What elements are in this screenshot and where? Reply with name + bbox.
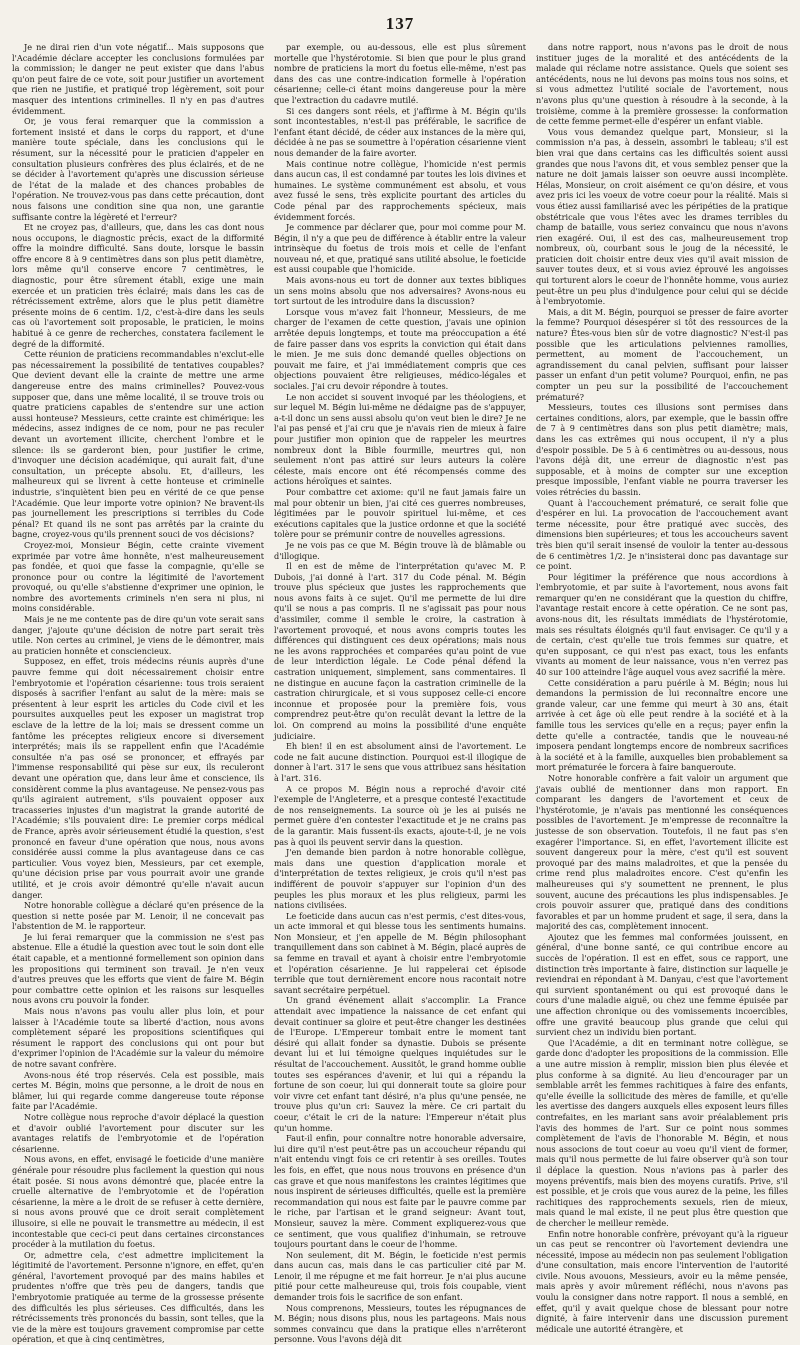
paragraph: par exemple, ou au-dessous, elle est plus sûrement mortelle que l'hystérotomie. Si bien que pour le plus grand nombre de praticiens la mort du foetus elle-même, n'est pas dans des cas une contre-indication formelle à l'opération césarienne; celle-ci étant moins dangereuse pour la mère que l'extraction du cadavre mutilé.	[274, 42, 526, 105]
text-columns	[12, 42, 788, 1345]
paragraph: Le foeticide dans aucun cas n'est permis, c'est dites-vous, un acte immoral et qui blesse tous les sentiments humains. Non Monsieur, et j'en appelle de M. Bégin philosophant tranquillement dans son cabinet à M. Bégin, placé auprès de sa femme en travail et ayant à choisir entre l'embryotomie et l'opération césarienne. Je lui rappelerai cet épisode terrible que tout dernièrement encore nous racontait notre savant secrétaire perpétuel.	[274, 910, 526, 995]
paragraph: Nous avons, en effet, envisagé le foeticide d'une manière générale pour résoudre plus facilement la question qui nous était posée. Si nous avons démontré que, placée entre la cruelle alternative de l'embryotomie et de l'opération césarienne, la mère a le droit de se refuser à cette dernière, si nous avons prouvé que ce droit serait complètement illusoire, si elle ne pouvait le transmettre au médecin, il est incontestable que ceci-ci peut dans certaines circonstances procéder à la mutilation du foetus.	[12, 1154, 264, 1250]
column-2	[274, 42, 526, 1345]
paragraph: Cette réunion de praticiens recommandables n'exclut-elle pas nécessairement la possibilité de tentatives coupables? Que devient devant elle la crainte de mettre une arme dangereuse entre des mains criminelles? Pouvez-vous supposer que, dans une même localité, il se trouve trois ou quatre praticiens capables de s'entendre sur une action aussi honteuse? Messieurs, cette crainte est chimérique: les médecins, assez indignes de ce nom, pour ne pas reculer devant un avortement illicite, cherchent l'ombre et le silence: ils se garderont bien, pour justifier le crime, d'invoquer une décision académique, qui aurait fait, d'une consultation, un précepte absolu. Et, d'ailleurs, les malheureux qui se livrent à cette honteuse et criminelle industrie, s'inquiètent bien peu en vérité de ce que pense l'Académie. Que leur importe votre opinion? Ne bravent-ils pas journellement les prescriptions si terribles du Code pénal? Et quand ils ne sont pas arrêtés par la crainte du bagne, croyez-vous qu'ils prennent souci de vos décisions?	[12, 349, 264, 540]
paragraph: Je ne vois pas ce que M. Bégin trouve là de blâmable ou d'illogique.	[274, 539, 526, 561]
paragraph: Il en est de même de l'interprétation qu'avec M. P. Dubois, j'ai donné à l'art. 317 du Code pénal. M. Bégin trouve plus spécieux que justes les rapprochements que nous avons faits à ce sujet. Qu'il me permette de lui dire qu'il se nous a pas compris. Il ne s'agissait pas pour nous d'assimiler, comme il semble le croire, la castration à l'avortement provoqué, et nous avons compris toutes les différences qui distinguent ces deux opérations; mais nous ne les avons rapprochées et comparées qu'au point de vue de leur interdiction légale. Le Code pénal défend la castration uniquement, simplement, sans commentaires. Il ne distingue en aucune façon la castration criminelle de la castration chirurgicale, et si vous supposez celle-ci encore inconnue et proposée pour la première fois, vous comprendrez peut-être qu'on reculât devant la lettre de la loi. On comprend au moins la possibilité d'une enquête judiciaire.	[274, 561, 526, 741]
paragraph: Croyez-moi, Monsieur Bégin, cette crainte vivement exprimée par votre âme honnête, n'est malheureusement pas fondée, et quoi que fasse la compagnie, qu'elle se prononce pour ou contre la légitimité de l'avortement provoqué, ou qu'elle s'abstienne d'exprimer une opinion, le nombre des avortements criminels n'en sera ni plus, ni moins considérable.	[12, 539, 264, 614]
paragraph: Mais je ne me contente pas de dire qu'un vote serait sans danger, j'ajoute qu'une décision de notre part serait très utile. Non certes au criminel, je viens de le démontrer, mais au praticien honnête et consciencieux.	[12, 614, 264, 656]
paragraph: Je ne dirai rien d'un vote négatif... Mais supposons que l'Académie déclare accepter les conclusions formulées par la commission; le danger ne peut exister que dans l'abus qu'on peut faire de ce vote, soit pour justifier un avortement que rien ne justifie, et pratiqué trop légèrement, soit pour masquer des intentions criminelles. Il n'y en pas d'autres évidemment.	[12, 42, 264, 116]
paragraph: Pour combattre cet axiome: qu'il ne faut jamais faire un mal pour obtenir un bien, j'ai cité ces guerres nombreuses, légitimées par le pouvoir spirituel lui-même, et ces exécutions capitales que la justice ordonne et que la société tolère pour se prémunir contre de nouvelles agressions.	[274, 486, 526, 540]
paragraph: Que l'Académie, a dit en terminant notre collègue, se garde donc d'adopter les propositions de la commission. Elle a une autre mission à remplir, mission bien plus élevée et plus conforme à sa dignité. Au lieu d'encourager par un semblable arrêt les femmes rachitiques à faire des enfants, qu'elle éveille la sollicitude des mères de famille, et qu'elle les avertisse des dangers auxquels elles exposent leurs filles contrefaites, en les mariant sans avoir préalablement pris l'avis des hommes de l'art. Sur ce point nous sommes complètement de l'avis de l'honorable M. Bégin, et nous nous associons de tout coeur au voeu qu'il vient de former, mais qu'il nous permette de lui faire observer qu'à son tour il déplace la question. Nous n'avions pas à parler des moyens préventifs, mais bien des moyens curatifs. Prive, s'il est possible, et je crois que vous aurez de la peine, les filles rachitiques des rapprochements sexuels, rien de mieux, mais quand le mal existe, il ne peut plus être question que de chercher le meilleur remède.	[536, 1037, 788, 1228]
paragraph: Le non accidet si souvent invoqué par les théologiens, et sur lequel M. Bégin lui-même ne dédaigne pas de s'appuyer, a-t-il donc un sens aussi absolu qu'on veut bien le dire? Je ne l'ai pas pensé et j'ai cru que je n'avais rien de mieux à faire pour justifier mon opinion que de rappeler les meurtres nombreux dont la Bible fourmille, meurtres qui, non seulement n'ont pas attiré sur leurs auteurs la colère céleste, mais encore ont été récompensés comme des actions héroïques et saintes.	[274, 391, 526, 487]
paragraph: Supposez, en effet, trois médecins réunis auprès d'une pauvre femme qui doit nécessairement choisir entre l'embryotomie et l'opération césarienne: tous trois seraient disposés à sacrifier l'enfant au salut de la mère: mais se présentent à leur esprit les articles du Code civil et les poursuites auxquelles peut les exposer un magistrat trop esclave de la lettre de la loi; mais se dressent comme un fantôme les préceptes religieux encore si diversement interprétés; mais ils se rappellent enfin que l'Académie consultée n'a pas osé se prononcer, et effrayés par l'immense responsabilité qui pèse sur eux, ils reculeront devant une opération que, dans leur âme et conscience, ils considèrent comme la plus avantageuse. Ne pensez-vous pas qu'ils agiraient autrement, s'ils pouvaient opposer aux tracasseries injustes d'un magistrat la grande autorité de l'Académie; s'ils pouvaient dire: Le premier corps médical de France, après avoir sérieusement étudié la question, s'est prononcé en faveur d'une opération que nous, nous avons considérée aussi comme la plus avantageuse dans ce cas particulier. Vous voyez bien, Messieurs, par cet exemple, qu'une décision prise par vous pourrait avoir une grande utilité, et je crois avoir démontré qu'elle n'avait aucun danger.	[12, 656, 264, 900]
page-number: 137	[385, 14, 415, 33]
paragraph: Notre collègue nous reproche d'avoir déplacé la question et d'avoir oublié l'avortement pour discuter sur les avantages relatifs de l'embryotomie et de l'opération césarienne.	[12, 1111, 264, 1154]
paragraph: Or, je vous ferai remarquer que la commission a fortement insisté et dans le corps du rapport, et d'une manière toute spéciale, dans les conclusions qui le résument, sur la nécessité pour le praticien d'appeler en consultation plusieurs confrères des plus éclairés, et de ne se décider à l'avortement qu'après une discussion sérieuse de l'état de la malade et des chances probables de l'opération. Ne trouvez-vous pas dans cette précaution, dont nous faisons une condition sine qua non, une garantie suffisante contre la légèreté et l'erreur?	[12, 116, 264, 222]
paragraph: Lorsque vous m'avez fait l'honneur, Messieurs, de me charger de l'examen de cette question, j'avais une opinion arrêtée depuis longtemps, et toute ma préoccupation a été de faire passer dans vos esprits la conviction qui était dans le mien. Je me suis donc demandé quelles objections on pouvait me faire, et j'ai immédiatement compris que ces objections pouvaient être religieuses, médico-légales et sociales. J'ai cru devoir répondre à toutes.	[274, 306, 526, 391]
paragraph: Mais avons-nous eu tort de donner aux textes bibliques un sens moins absolu que nos adversaires? Avons-nous eu tort surtout de les introduire dans la discussion?	[274, 275, 526, 307]
column-3	[536, 42, 788, 1345]
paragraph: Non seulement, dit M. Bégin, le foeticide n'est permis dans aucun cas, mais dans le cas particulier cité par M. Lenoir, il me répugne et me fait horreur. Je n'ai plus aucune pitié pour cette malheureuse qui, trois fois coupable, vient demander trois fois le sacrifice de son enfant.	[274, 1249, 526, 1303]
paragraph: Faut-il enfin, pour connaître notre honorable adversaire, lui dire qu'il n'est peut-être pas un accoucheur répandu qui n'ait entendu vingt fois ce cri retentir à ses oreilles. Toutes les fois, en effet, que nous nous trouvons en présence d'un cas grave et que nous manifestons les craintes légitimes que nous inspirent de sérieuses difficultés, quelle est la première recommandation qui nous est faite par le pauvre comme par le riche, par l'artisan et le grand seigneur: Avant tout, Monsieur, sauvez la mère. Comment expliquerez-vous que ce sentiment, que vous qualifiez d'inhumain, se retrouve toujours pourtant dans le coeur de l'homme.	[274, 1133, 526, 1250]
paragraph: Et ne croyez pas, d'ailleurs, que, dans les cas dont nous nous occupons, le diagnostic précis, exact de la difformité offre la moindre difficulté. Sans doute, lorsque le bassin offre encore 8 à 9 centimètres dans son plus petit diamètre, lors même qu'il conserve encore 7 centimètres, le diagnostic, pour être sûrement établi, exige une main exercée et un praticien très éclairé; mais dans les cas de rétrécissement extrême, alors que le plus petit diamètre présente moins de 6 centim. 1/2, c'est-à-dire dans les seuls cas où l'avortement soit proposable, le praticien, le moins habitué à ce genre de recherches, constatera facilement le degré de la difformité.	[12, 222, 264, 349]
paragraph: Je lui ferai remarquer que la commission ne s'est pas abstenue. Elle a étudié la question avec tout le soin dont elle était capable, et a mentionné formellement son opinion dans les propositions qui terminent son travail. Je n'en veux d'autres preuves que les efforts que vient de faire M. Bégin pour combattre cette opinion et les raisons sur lesquelles nous avons cru pouvoir la fonder.	[12, 931, 264, 1006]
paragraph: Notre honorable collègue a déclaré qu'en présence de la question si nette posée par M. Lenoir, il ne concevait pas l'abstention de M. le rapporteur.	[12, 900, 264, 932]
paragraph: Un grand événement allait s'accomplir. La France attendait avec impatience la naissance de cet enfant qui devait continuer sa gloire et peut-être changer les destinées de l'Europe. L'Empereur tombait entre le moment tant désiré qui allait fonder sa dynastie. Dubois se présente devant lui et lui témoigne quelques inquiétudes sur le résultat de l'accouchement. Aussitôt, le grand homme oublie toutes ses espérances d'avenir, et lui qui a répandu la fortune de son coeur, lui qui donnerait toute sa gloire pour voir vivre cet enfant tant désiré, n'a plus qu'une pensée, ne trouve plus qu'un cri: Sauvez la mère. Ce cri partait du coeur, c'était le cri de la nature: l'Empereur n'était plus qu'un homme.	[274, 995, 526, 1133]
paragraph: Cette considération a paru puérile à M. Bégin; nous lui demandons la permission de lui reconnaître encore une grande valeur, car une femme qui meurt à 30 ans, était arrivée à cet âge où elle peut rendre à la société et à la famille tous les services qu'elle en a reçus; payer enfin la dette qu'elle a contractée, tandis que le nouveau-né imposera pendant longtemps encore de nombreux sacrifices à la société et à la famille, auxquelles bien probablement sa mort prématurée le forcera à faire banqueroute.	[536, 677, 788, 773]
paragraph: Mais continue notre collègue, l'homicide n'est permis dans aucun cas, il est condamné par toutes les lois divines et humaines. Le système communément est absolu, et vous avez fussé le sens, très explicite pourtant des articles du Code pénal par des rapprochements spécieux, mais évidemment forcés.	[274, 158, 526, 222]
paragraph: Si ces dangers sont réels, et j'affirme à M. Bégin qu'ils sont incontestables, n'est-il pas préférable, le sacrifice de l'enfant étant décidé, de céder aux instances de la mère qui, décidée à ne pas se soumettre à l'opération césarienne vient nous demander de la faire avorter.	[274, 105, 526, 158]
paragraph: Messieurs, toutes ces illusions sont permises dans certaines conditions, alors, par exemple, que le bassin offre de 7 à 9 centimètres dans son plus petit diamètre; mais, dans les cas extrêmes qui nous occupent, il n'y a plus d'espoir possible. De 5 à 6 centimètres ou au-dessous, nous l'avons déjà dit, une erreur de diagnostic n'est pas supposable, et à moins de compter sur une exception presque impossible, l'enfant viable ne pourra traverser les voies rétrécies du bassin.	[536, 402, 788, 497]
paragraph: J'en demande bien pardon à notre honorable collègue, mais dans une question d'application morale et d'interprétation de textes religieux, je crois qu'il n'est pas indifférent de pouvoir s'appuyer sur l'opinion d'un des peuples les plus moraux et les plus religieux, parmi les nations civilisées.	[274, 847, 526, 911]
paragraph: Enfin notre honorable confrère, prévoyant qu'à la rigueur un cas peut se rencontrer où l'avortement deviendra une nécessité, impose au médecin non pas seulement l'obligation d'une consultation, mais encore l'intervention de l'autorité civile. Nous avouons, Messieurs, avoir eu la même pensée, mais après y avoir mûrement réfléchi, nous n'avons pas voulu la consigner dans notre rapport. Il nous a semblé, en effet, qu'il y avait quelque chose de blessant pour notre dignité, à faire intervenir dans une discussion purement médicale une autorité étrangère, et	[536, 1228, 788, 1334]
column-1	[12, 42, 264, 1345]
paragraph: Je commence par déclarer que, pour moi comme pour M. Bégin, il n'y a que peu de différence à établir entre la valeur intrinsèque du foetus de trois mois et celle de l'enfant nouveau né, et que, pratiqué sans utilité absolue, le foeticide est aussi coupable que l'homicide.	[274, 222, 526, 275]
paragraph: Avons-nous été trop réservés. Cela est possible, mais certes M. Bégin, moins que personne, a le droit de nous en blâmer, lui qui regarde comme dangereuse toute réponse faite par l'Académie.	[12, 1069, 264, 1112]
paragraph: Or, admettre cela, c'est admettre implicitement la légitimité de l'avortement. Personne n'ignore, en effet, qu'en général, l'avortement provoqué par des mains habiles et prudentes n'offre que très peu de dangers, tandis que l'embryotomie pratiquée au terme de la grossesse présente des difficultés les plus sérieuses. Ces difficultés, dans les rétrécissements très prononcés du bassin, sont telles, que la vie de la mère est toujours gravement compromise par cette opération, et que à cinq centimètres,	[12, 1249, 264, 1345]
paragraph: Mais nous n'avons pas voulu aller plus loin, et pour laisser à l'Académie toute sa liberté d'action, nous avons complètement séparé les propositions scientifiques qui résument le rapport des conclusions qui ont pour but d'exprimer l'opinion de l'Académie sur la valeur du mémoire de notre savant confrère.	[12, 1006, 264, 1069]
paragraph: Quant à l'accouchement prématuré, ce serait folie que d'espérer en lui. La provocation de l'accouchement avant terme nécessite, pour être pratiqué avec succès, des dimensions bien supérieures; et tous les accoucheurs savent très bien qu'il serait insensé de vouloir la tenter au-dessous de 6 centimètres 1/2. Je n'insisterai donc pas davantage sur ce point.	[536, 497, 788, 572]
paragraph: A ce propos M. Bégin nous a reproché d'avoir cité l'exemple de l'Angleterre, et a presque contesté l'exactitude de nos renseignements. La source où je les ai puisés ne permet guère d'en contester l'exactitude et je ne crains pas de la garantir. Mais fussent-ils exacts, ajoute-t-il, je ne vois pas à quoi ils peuvent servir dans la question.	[274, 783, 526, 847]
paragraph: Notre honorable confrère a fait valoir un argument que j'avais oublié de mentionner dans mon rapport. En comparant les dangers de l'avortement et ceux de l'hystérotomie, je n'avais pas mentionné les conséquences possibles de l'avortement. Je m'empresse de reconnaître la justesse de son observation. Toutefois, il ne faut pas s'en exagérer l'importance. Si, en effet, l'avortement illicite est souvent dangereux pour la mère, c'est qu'il est souvent provoqué par des mains maladroites, et que la pensée du crime rend plus maladroites encore. C'est qu'enfin les malheureuses qui s'y soumettent ne prennent, le plus souvent, aucune des précautions les plus indispensables. Je crois pouvoir assurer que, pratiqué dans des conditions favorables et par un homme prudent et sage, il sera, dans la majorité des cas, complètement innocent.	[536, 772, 788, 932]
paragraph: Pour légitimer la préférence que nous accordions à l'embryotomie, et par suite à l'avortement, nous avons fait remarquer qu'en ne considérant que la question du chiffre, l'avantage restait encore à cette opération. Ce ne sont pas, avons-nous dit, les résultats immédiats de l'hystérotomie, mais ses résultats éloignés qu'il faut envisager. Ce qu'il y a de certain, c'est qu'elle tue trois femmes sur quatre, et qu'en supposant, ce qui n'est pas exact, tous les enfants vivants au moment de leur naissance, vous n'en verrez pas 40 sur 100 atteindre l'âge auquel vous avez sacrifié la mère.	[536, 571, 788, 678]
paragraph: Vous vous demandez quelque part, Monsieur, si la commission n'a pas, à dessein, assombri le tableau; s'il est bien vrai que dans certains cas les difficultés soient aussi grandes que nous l'avons dit, et vous semblez penser que la nature ne doit jamais laisser son oeuvre aussi incomplète. Hélas, Monsieur, on croit aisément ce qu'on désire, et vous avez pris ici les voeux de votre coeur pour la réalité. Mais si vous étiez aussi familiarisé avec les péripéties de la pratique obstétricale que vous l'êtes avec les drames terribles du champ de bataille, vous seriez convaincu que nous n'avons rien exagéré. Oui, il est des cas, malheureusement trop nombreux, où, courbant sous le joug de la nécessité, le praticien doit choisir entre deux vies qu'il avait mission de sauver toutes deux, et si vous aviez éprouvé les angoisses qui torturent alors le coeur de l'honnête homme, vous auriez peut-être un peu plus d'indulgence pour celui qui se décide à l'embryotomie.	[536, 126, 788, 307]
paragraph: Ajoutez que les femmes mal conformées jouissent, en général, d'une bonne santé, ce qui contribue encore au succès de l'opération. Il est en effet, sous ce rapport, une distinction très importante à faire, distinction sur laquelle je reviendrai en répondant à M. Danyau, c'est que l'avortement qui survient spontanément ou qui est provoqué dans le cours d'une maladie aiguë, ou chez une femme épuisée par une affection chronique ou des vomissements incoercibles, offre une gravité beaucoup plus grande que celui qui survient chez un individu bien portant.	[536, 931, 788, 1038]
paragraph: Mais, a dit M. Bégin, pourquoi se presser de faire avorter la femme? Pourquoi désespérer si tôt des ressources de la nature? Êtes-vous bien sûr de votre diagnostic? N'est-il pas possible que les articulations pelviennes ramollies, permettent, au moment de l'accouchement, un agrandissement du canal pelvien, suffisant pour laisser passer un enfant d'un petit volume? Pourquoi, enfin, ne pas compter un peu sur la possibilité de l'accouchement prématuré?	[536, 306, 788, 402]
paragraph: Nous comprenons, Messieurs, toutes les répugnances de M. Bégin; nous disons plus, nous les partageons. Mais nous sommes convaincu que dans la pratique elles n'arrêteront personne. Vous l'avons déjà dit	[274, 1302, 526, 1345]
paragraph: Eh bien! il en est absolument ainsi de l'avortement. Le code ne fait aucune distinction. Pourquoi est-il illogique de donner à l'art. 317 le sens que vous attribuez sans hésitation à l'art. 316.	[274, 741, 526, 783]
paragraph: dans notre rapport, nous n'avons pas le droit de nous instituer juges de la moralité et des antécédents de la malade qui réclame notre assistance. Quels que soient ses antécédents, nous ne lui devons pas moins tous nos soins, et si vous admettez l'utilité sociale de l'avortement, nous n'avons plus qu'une question à résoudre à la seconde, à la troisième, comme à la première grossesse: la conformation de cette femme permet-elle d'espérer un enfant viable.	[536, 42, 788, 127]
